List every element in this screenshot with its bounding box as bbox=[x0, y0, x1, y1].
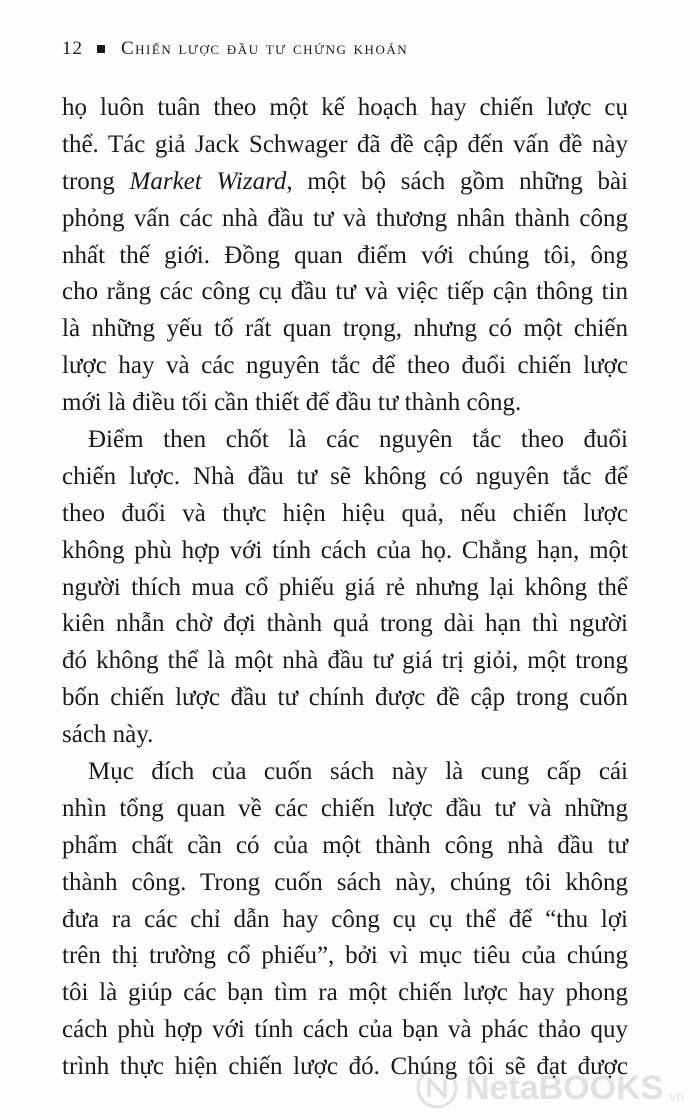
text-line: bốn chiến lược đầu tư chính được đề cập trong cuốn bbox=[62, 684, 628, 712]
text-line: chiến lược. Nhà đầu tư sẽ không có nguyên tắc để bbox=[62, 462, 628, 490]
text-line: Điểm then chốt là các nguyên tắc theo đuổi bbox=[88, 426, 628, 454]
text-line: là những yếu tố rất quan trọng, nhưng có một chiến bbox=[62, 315, 628, 343]
text-line: trên thị trường cổ phiếu”, bởi vì mục tiêu của chúng bbox=[62, 942, 628, 970]
text-line: thành công. Trong cuốn sách này, chúng tôi không bbox=[62, 868, 628, 896]
body-text bbox=[62, 90, 628, 1086]
page-number: 12 bbox=[62, 38, 83, 59]
text-line: nhất thế giới. Đồng quan điểm với chúng tôi, ông bbox=[62, 241, 628, 269]
header-bullet-icon bbox=[97, 45, 105, 53]
text-line: đưa ra các chỉ dẫn hay công cụ cụ thể để “thu lợi bbox=[62, 905, 628, 933]
text-line: nhìn tổng quan về các chiến lược đầu tư và những bbox=[62, 794, 628, 822]
text-line: sách này. bbox=[62, 721, 154, 749]
running-header bbox=[62, 36, 662, 62]
text-line: họ luôn tuân theo một kế hoạch hay chiến lược cụ bbox=[62, 94, 628, 121]
text-line bbox=[62, 164, 628, 201]
watermark bbox=[415, 1066, 684, 1110]
book-title: Market Wizard bbox=[129, 167, 287, 195]
text-line: đó không thể là một nhà đầu tư giá trị giỏi, một trong bbox=[62, 647, 628, 675]
text-line: Mục đích của cuốn sách này là cung cấp cái bbox=[88, 758, 628, 786]
text-line: thể. Tác giả Jack Schwager đã đề cập đến vấn đề này bbox=[62, 130, 628, 158]
chapter-title: Chiến lược đầu tư chứng khoán bbox=[121, 38, 409, 59]
netabooks-logo-icon bbox=[415, 1066, 459, 1110]
text-line: không phù hợp với tính cách của họ. Chẳng hạn, một bbox=[62, 536, 628, 564]
text-line: tôi là giúp các bạn tìm ra một chiến lược hay phong bbox=[62, 979, 628, 1007]
text-line: kiên nhẫn chờ đợi thành quả trong dài hạn thì người bbox=[62, 610, 628, 638]
text-line: trình thực hiện chiến lược đó. Chúng tôi sẽ đạt được bbox=[62, 1053, 628, 1081]
text-fragment: trong bbox=[62, 167, 130, 195]
text-line: người thích mua cổ phiếu giá rẻ nhưng lại không thể bbox=[62, 573, 628, 601]
text-line: mới là điều tối cần thiết để đầu tư thành công. bbox=[62, 389, 522, 417]
paragraph-2 bbox=[62, 422, 628, 754]
text-line: theo đuổi và thực hiện hiệu quả, nếu chiến lược bbox=[62, 499, 628, 527]
text-line: lược hay và các nguyên tắc để theo đuổi chiến lược bbox=[62, 352, 628, 380]
watermark-text: NetaBOOKS bbox=[464, 1068, 664, 1107]
text-line: phỏng vấn các nhà đầu tư và thương nhân thành công bbox=[62, 204, 628, 232]
text-line: cho rằng các công cụ đầu tư và việc tiếp cận thông tin bbox=[62, 278, 628, 306]
text-fragment: , một bộ sách gồm những bài bbox=[286, 167, 628, 195]
paragraph-3 bbox=[62, 754, 628, 1086]
paragraph-1 bbox=[62, 90, 628, 422]
watermark-suffix: .vn bbox=[665, 1088, 684, 1104]
text-line: phẩm chất cần có của một thành công nhà đầu tư bbox=[62, 831, 628, 859]
text-line: cách phù hợp với tính cách của bạn và phác thảo quy bbox=[62, 1016, 628, 1044]
